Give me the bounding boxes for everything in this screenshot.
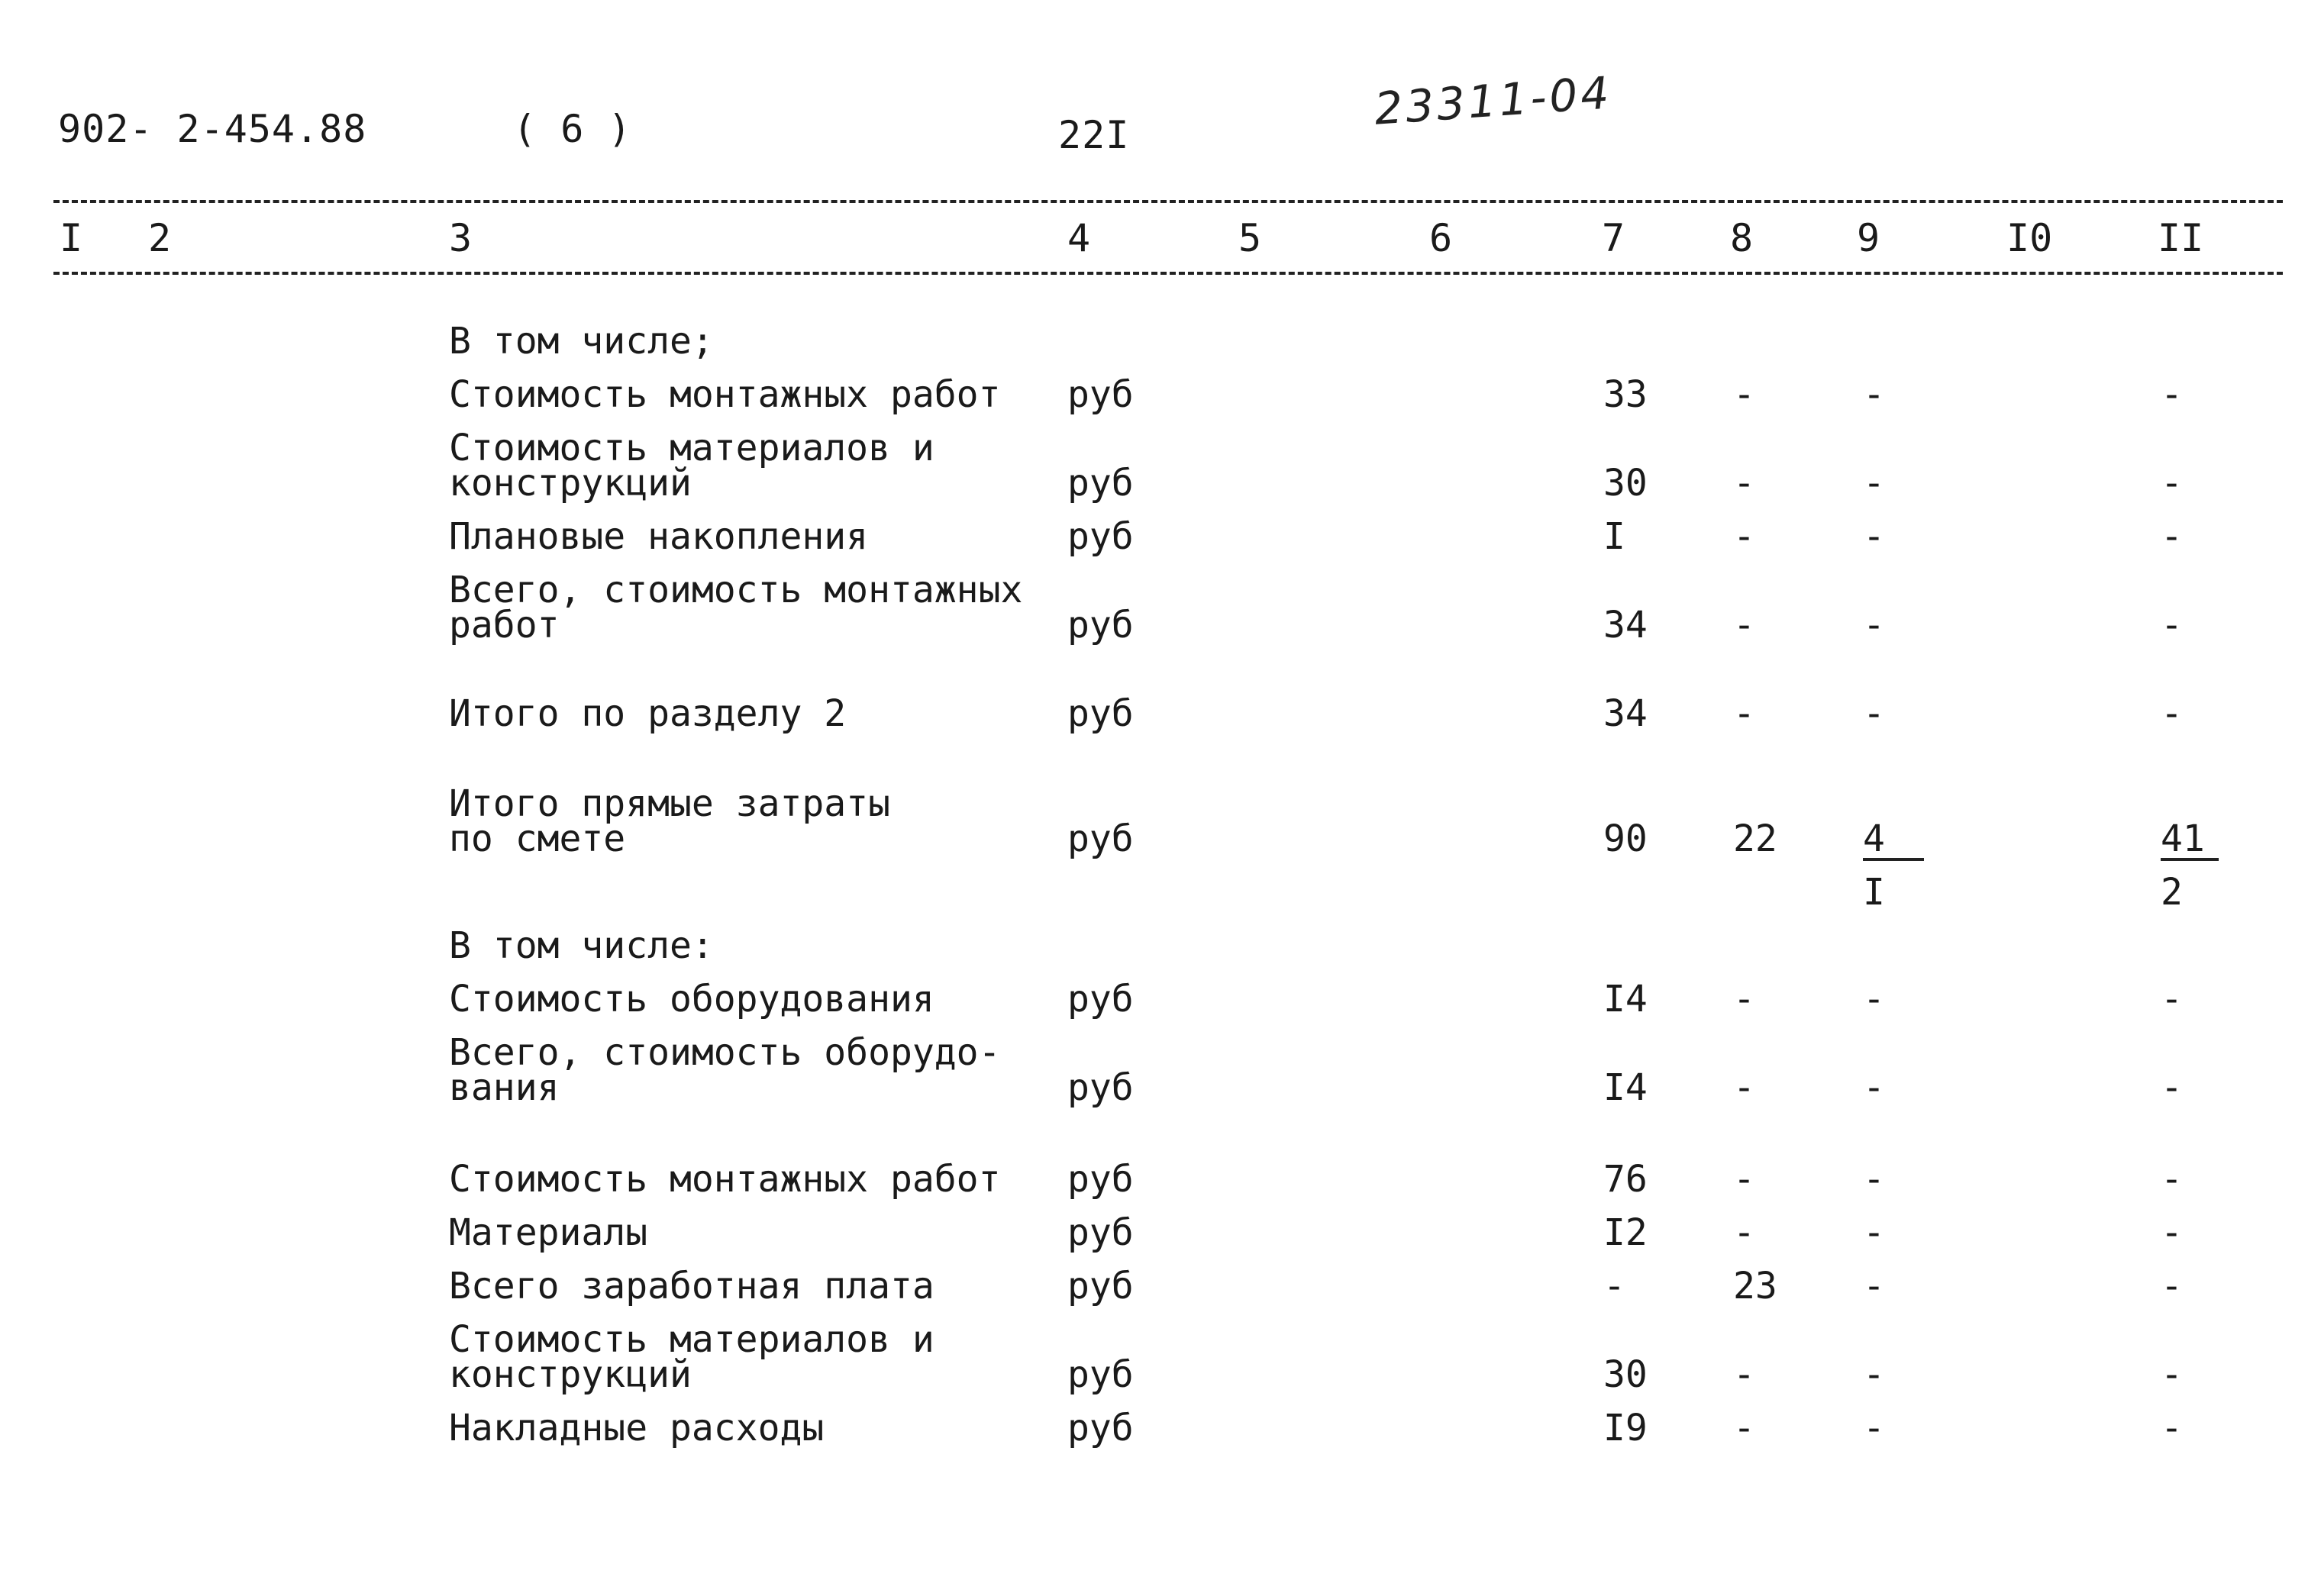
row-value-col11-numerator: 41 <box>2161 821 2219 861</box>
page-number: 22I <box>1058 113 1130 157</box>
header-bottom-rule <box>53 272 2283 275</box>
row-unit: руб <box>1067 1158 1134 1201</box>
row-value-col7: 30 <box>1603 462 1648 505</box>
column-number: 4 <box>1067 216 1091 260</box>
column-number: 7 <box>1602 216 1625 260</box>
section-number: ( 6 ) <box>513 107 632 151</box>
row-description: Всего заработная плата <box>449 1265 934 1307</box>
row-unit: руб <box>1067 978 1134 1020</box>
row-description: Материалы <box>449 1211 648 1254</box>
row-value-col7: I9 <box>1603 1407 1648 1449</box>
row-value-col7: 34 <box>1603 692 1648 735</box>
row-description: Стоимость материалов и конструкций <box>449 1318 934 1396</box>
row-unit: руб <box>1067 1211 1134 1254</box>
row-description: В том числе: <box>449 924 714 967</box>
column-number: I <box>60 216 83 260</box>
row-value-col11-denominator: 2 <box>2161 871 2183 914</box>
row-value-col9: - <box>1863 978 1885 1020</box>
handwritten-stamp-number: 23311-04 <box>1373 66 1614 135</box>
row-value-col7: 76 <box>1603 1158 1648 1201</box>
row-value-col9: - <box>1863 692 1885 735</box>
row-unit: руб <box>1067 515 1134 558</box>
row-value-col7: I2 <box>1603 1211 1648 1254</box>
row-value-col7: 90 <box>1603 817 1648 860</box>
row-description: Плановые накопления <box>449 515 869 558</box>
row-value-col8: - <box>1733 373 1755 416</box>
row-value-col11: - <box>2161 1066 2183 1109</box>
row-unit: руб <box>1067 604 1134 646</box>
row-value-col9: - <box>1863 604 1885 646</box>
row-value-col7: 30 <box>1603 1353 1648 1396</box>
row-value-col7: I4 <box>1603 1066 1648 1109</box>
row-value-col8: - <box>1733 1407 1755 1449</box>
row-value-col11: - <box>2161 604 2183 646</box>
row-value-col8: - <box>1733 1066 1755 1109</box>
row-value-col8: - <box>1733 1353 1755 1396</box>
column-number: II <box>2158 216 2204 260</box>
row-unit: руб <box>1067 373 1134 416</box>
row-value-col7: 34 <box>1603 604 1648 646</box>
row-unit: руб <box>1067 692 1134 735</box>
row-value-col11: - <box>2161 1158 2183 1201</box>
row-unit: руб <box>1067 462 1134 505</box>
row-value-col9: - <box>1863 1211 1885 1254</box>
row-value-col11: - <box>2161 373 2183 416</box>
row-value-col9: - <box>1863 1407 1885 1449</box>
row-value-col9: - <box>1863 1353 1885 1396</box>
row-description: Всего, стоимость монтажных работ <box>449 569 1023 646</box>
column-number: 8 <box>1730 216 1754 260</box>
row-value-col9: - <box>1863 1158 1885 1201</box>
row-value-col11: - <box>2161 1353 2183 1396</box>
row-value-col8: 22 <box>1733 817 1777 860</box>
row-value-col11: - <box>2161 1407 2183 1449</box>
row-value-col9-denominator: I <box>1863 871 1885 914</box>
row-value-col9: - <box>1863 373 1885 416</box>
column-number: 9 <box>1857 216 1880 260</box>
column-number: 6 <box>1429 216 1453 260</box>
column-number: 5 <box>1238 216 1262 260</box>
row-value-col8: - <box>1733 515 1755 558</box>
row-value-col11: - <box>2161 1211 2183 1254</box>
row-value-col9: - <box>1863 1066 1885 1109</box>
row-unit: руб <box>1067 817 1134 860</box>
row-value-col7: 33 <box>1603 373 1648 416</box>
column-number: 3 <box>449 216 473 260</box>
row-description: Всего, стоимость оборудо- вания <box>449 1031 1001 1109</box>
row-unit: руб <box>1067 1353 1134 1396</box>
row-value-col8: - <box>1733 692 1755 735</box>
row-value-col11: - <box>2161 462 2183 505</box>
row-description: Итого прямые затраты по смете <box>449 782 890 860</box>
row-description: Стоимость материалов и конструкций <box>449 427 934 505</box>
row-value-col8: - <box>1733 604 1755 646</box>
row-value-col9: - <box>1863 462 1885 505</box>
column-number: I0 <box>2006 216 2053 260</box>
row-value-col8: - <box>1733 1158 1755 1201</box>
row-value-col11: - <box>2161 515 2183 558</box>
row-description: Накладные расходы <box>449 1407 825 1449</box>
row-description: Итого по разделу 2 <box>449 692 847 735</box>
row-value-col9: - <box>1863 1265 1885 1307</box>
row-value-col11: - <box>2161 692 2183 735</box>
row-value-col9: - <box>1863 515 1885 558</box>
row-description: Стоимость монтажных работ <box>449 1158 1001 1201</box>
row-value-col7: I <box>1603 515 1625 558</box>
row-value-col9-numerator: 4 <box>1863 821 1924 861</box>
row-value-col7: I4 <box>1603 978 1648 1020</box>
row-value-col8: 23 <box>1733 1265 1777 1307</box>
row-description: Стоимость монтажных работ <box>449 373 1001 416</box>
header-top-rule <box>53 200 2283 203</box>
row-unit: руб <box>1067 1265 1134 1307</box>
row-value-col8: - <box>1733 978 1755 1020</box>
row-value-col8: - <box>1733 1211 1755 1254</box>
row-unit: руб <box>1067 1407 1134 1449</box>
row-description: Стоимость оборудования <box>449 978 934 1020</box>
row-value-col8: - <box>1733 462 1755 505</box>
row-value-col11: - <box>2161 978 2183 1020</box>
row-value-col11: - <box>2161 1265 2183 1307</box>
document-code: 902- 2-454.88 <box>58 107 367 151</box>
column-number: 2 <box>148 216 172 260</box>
row-value-col7: - <box>1603 1265 1625 1307</box>
row-description: В том числе; <box>449 320 714 363</box>
row-unit: руб <box>1067 1066 1134 1109</box>
